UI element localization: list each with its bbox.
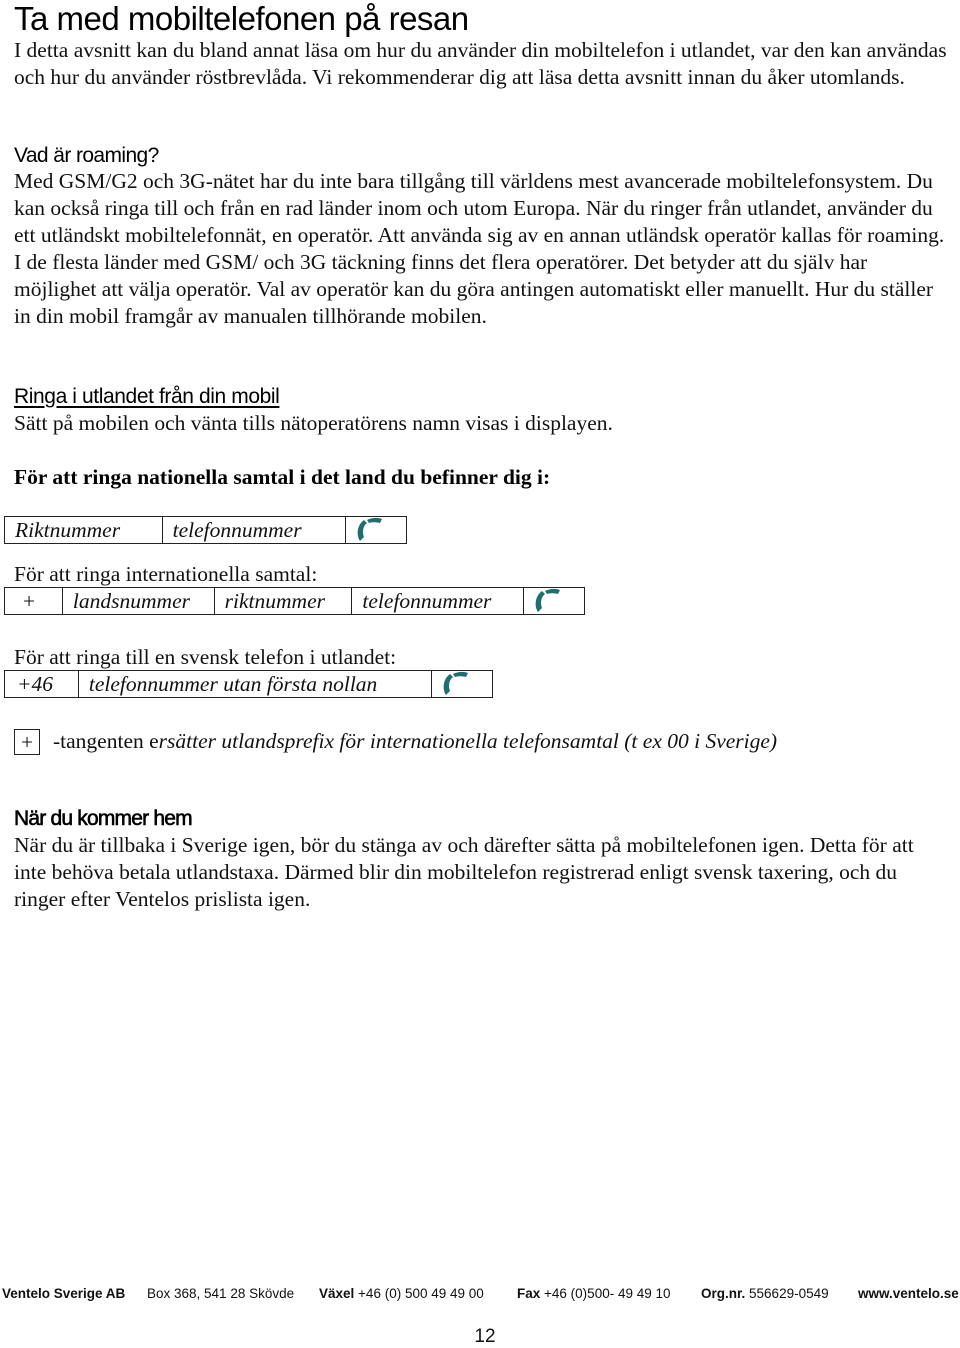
- page-number: 12: [474, 1326, 496, 1347]
- footer-address: Box 368, 541 28 Skövde: [147, 1286, 295, 1301]
- roaming-heading: Vad är roaming?: [14, 144, 159, 167]
- plus-key-note: [53, 728, 777, 755]
- area-code-cell: riktnummer: [215, 588, 353, 614]
- intro-paragraph: I detta avsnitt kan du bland annat läsa om hur du använder din mobiltelefon i utlandet, var den kan användas och hur du använder röstbrevlåda. Vi rekommenderar dig att läsa detta avsnitt innan du åker utomlands.: [14, 38, 947, 89]
- ringa-heading: Ringa i utlandet från din mobil: [14, 385, 280, 408]
- national-call-heading: För att ringa nationella samtal i det land du befinner dig i:: [14, 465, 551, 489]
- footer-company: Ventelo Sverige AB: [2, 1286, 126, 1301]
- plus-cell: +: [5, 588, 63, 614]
- international-number-format: [4, 587, 585, 615]
- plus-note-italic: rsätter utlandsprefix för internationella telefonsamtal (t ex 00 i Sverige): [158, 729, 778, 753]
- hem-heading: När du kommer hem: [14, 807, 192, 830]
- page-title: Ta med mobiltelefonen på resan: [14, 0, 469, 37]
- roaming-paragraph: Med GSM/G2 och 3G-nätet har du inte bara tillgång till världens mest avancerade mobiltelefonsystem. Du kan också ringa till och från en rad länder inom och utom Europa. När du ringer från utlandet, använder du ett utländskt mobiltelefonnät, en operatör. Att använda sig av en annan utländsk operatör kallas för roaming. I de flesta länder med GSM/ och 3G täckning finns det flera operatörer. Det betyder att du själv har möjlighet att välja operatör. Val av operatör kan du göra antingen automatiskt eller manuellt. Hur du ställer in din mobil framgår av manualen tillhörande mobilen.: [14, 169, 945, 328]
- country-code-cell: landsnummer: [63, 588, 215, 614]
- footer-vaxel: +46 (0) 500 49 49 00: [358, 1286, 484, 1301]
- plus-key: +: [14, 729, 40, 755]
- ringa-paragraph: Sätt på mobilen och vänta tills nätoperatörens namn visas i displayen.: [14, 411, 613, 435]
- sweden-code-cell: +46: [5, 671, 79, 697]
- footer-web: www.ventelo.se: [858, 1286, 959, 1301]
- phone-handset-icon: [524, 588, 584, 614]
- footer-org: 556629-0549: [749, 1286, 829, 1301]
- page-footer: [2, 1286, 960, 1306]
- swedish-number-format: [4, 670, 493, 698]
- swedish-label: För att ringa till en svensk telefon i utlandet:: [14, 645, 397, 669]
- phone-handset-icon: [346, 517, 406, 543]
- plus-note-normal: -tangenten e: [53, 729, 159, 753]
- phone-number-cell: telefonnummer utan första nollan: [79, 671, 432, 697]
- area-code-cell: Riktnummer: [5, 517, 163, 543]
- phone-number-cell: telefonnummer: [163, 517, 347, 543]
- phone-number-cell: telefonnummer: [352, 588, 524, 614]
- footer-vaxel-label: Växel: [319, 1286, 355, 1301]
- international-label: För att ringa internationella samtal:: [14, 562, 318, 586]
- national-number-format: [4, 516, 407, 544]
- footer-org-label: Org.nr.: [701, 1286, 746, 1301]
- phone-handset-icon: [432, 671, 492, 697]
- footer-fax-label: Fax: [517, 1286, 541, 1301]
- footer-fax: +46 (0)500- 49 49 10: [544, 1286, 671, 1301]
- hem-paragraph: När du är tillbaka i Sverige igen, bör du stänga av och därefter sätta på mobiltelefonen igen. Detta för att inte behöva betala utlandstaxa. Därmed blir din mobiltelefon registrerad enligt svensk taxering, och du ringer efter Ventelos prislista igen.: [14, 833, 914, 911]
